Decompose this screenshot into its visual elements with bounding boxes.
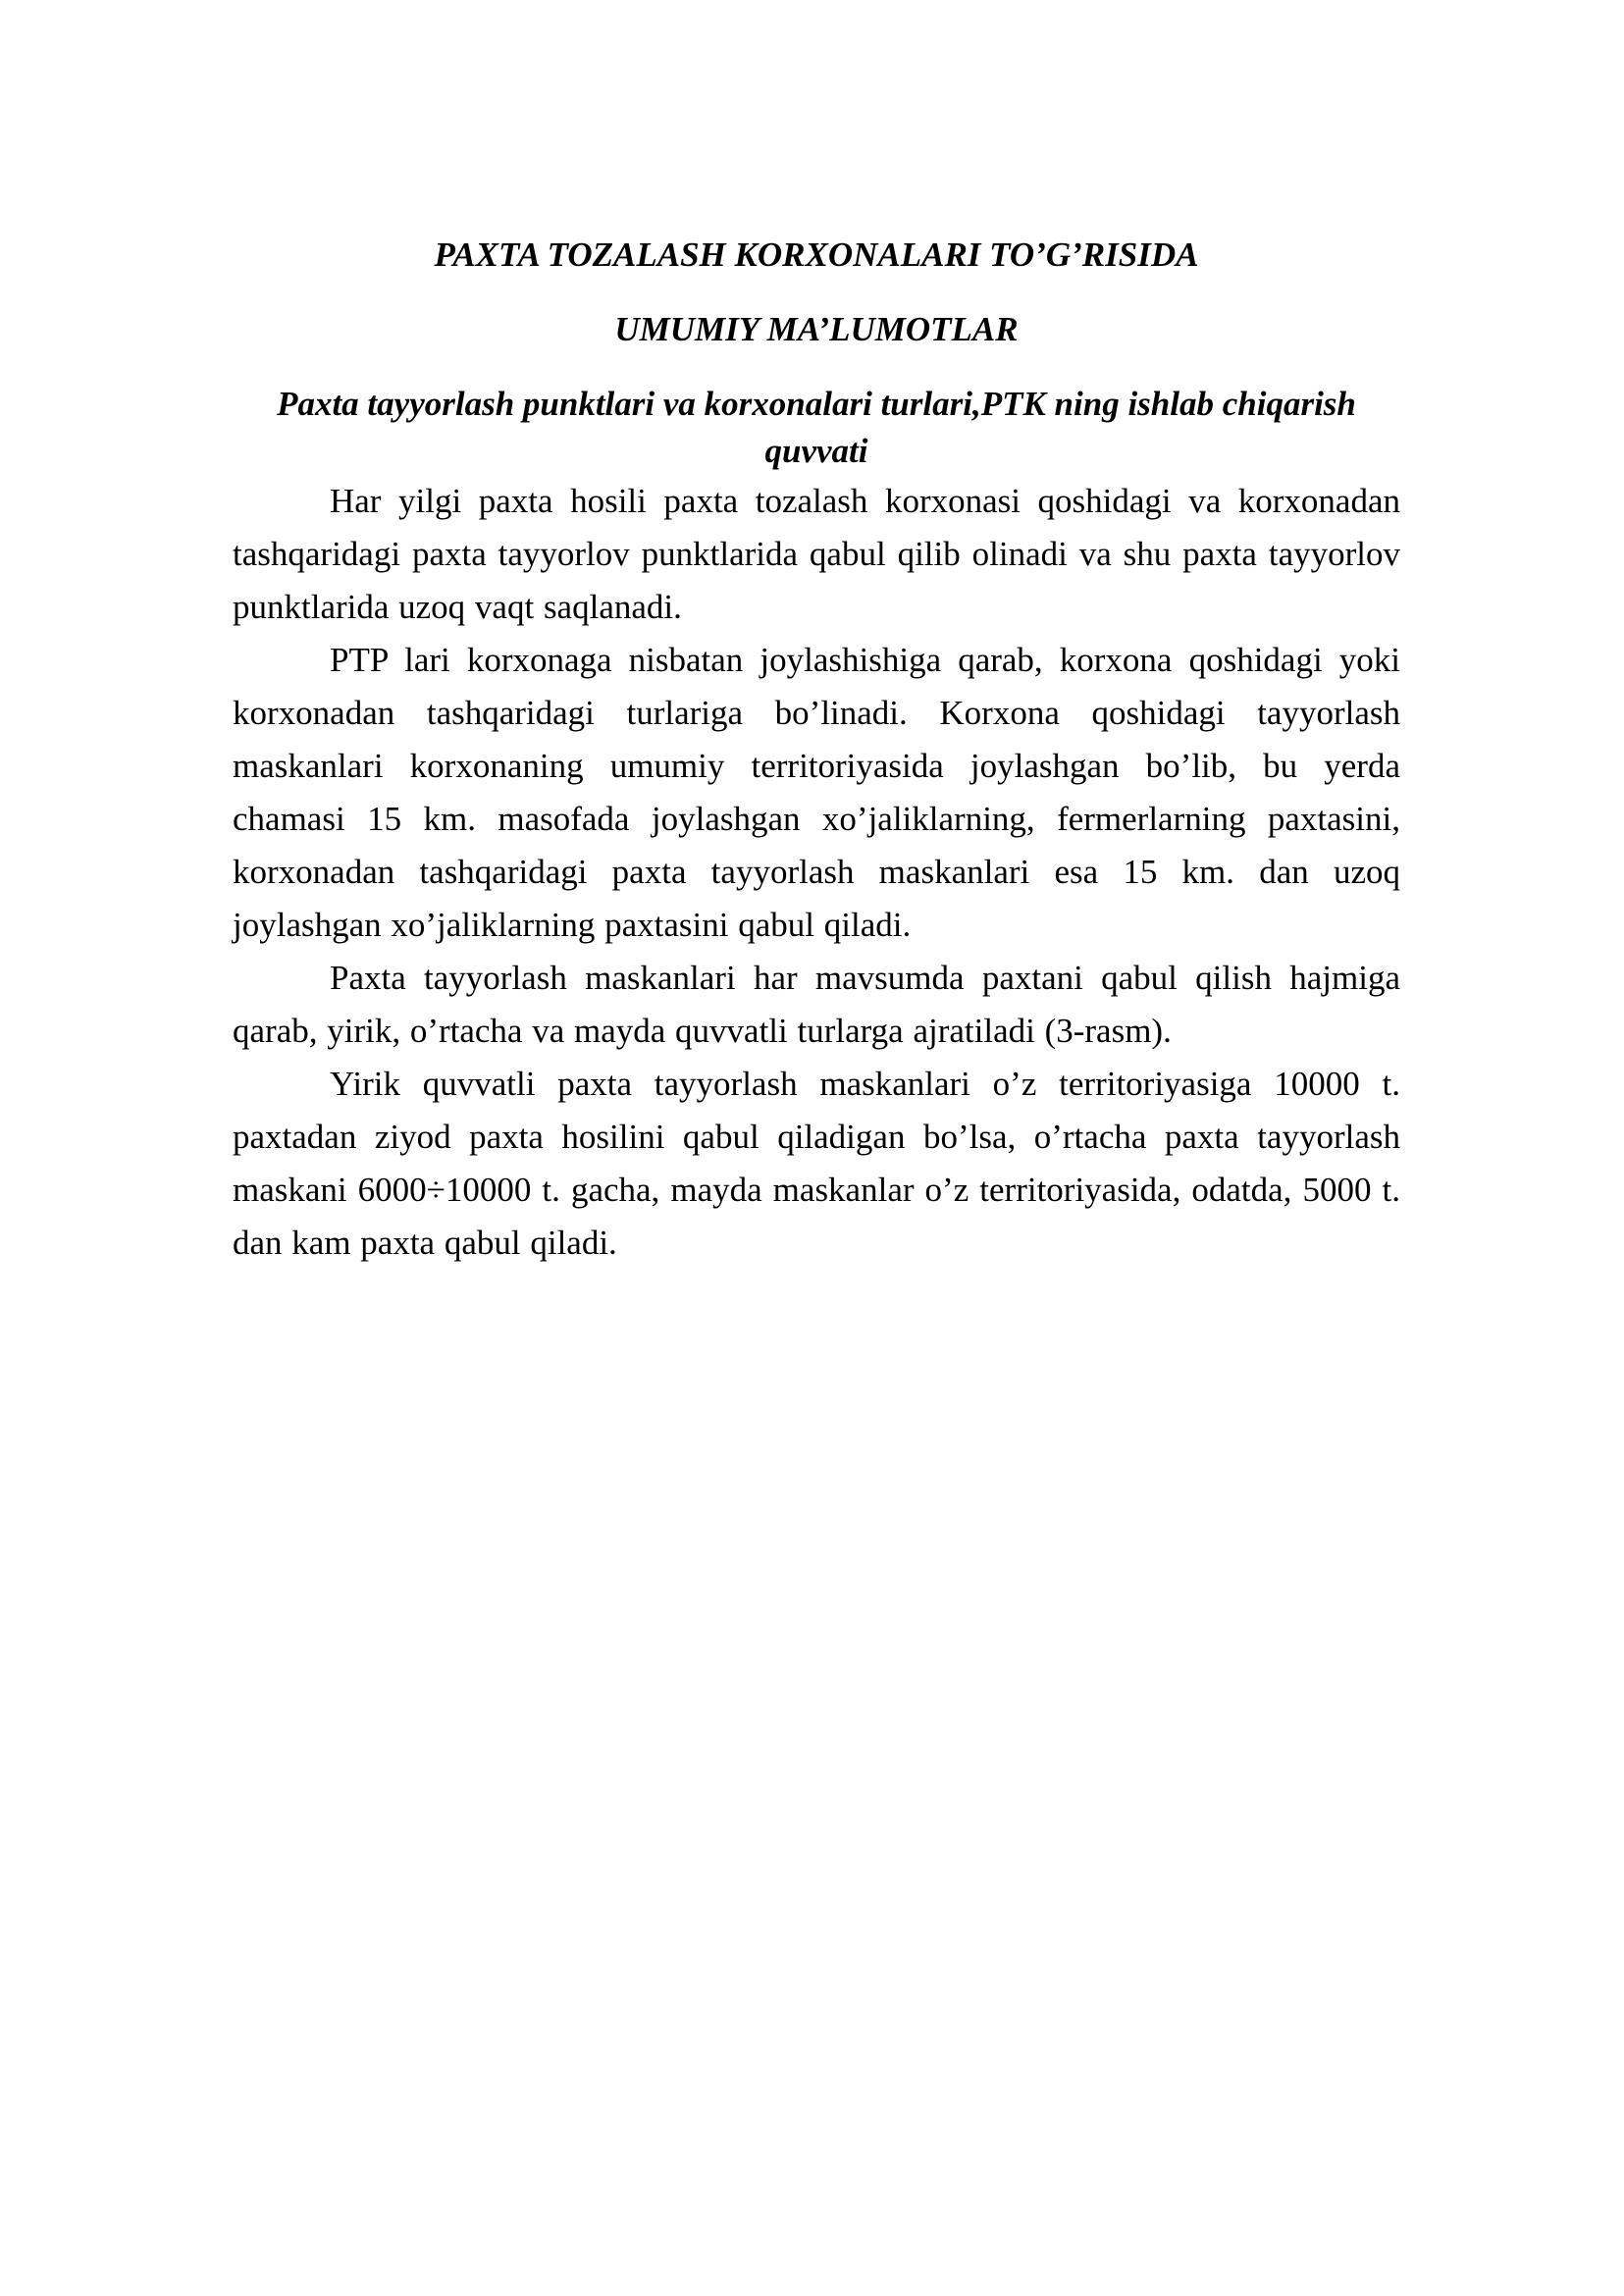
paragraph-1: Har yilgi paxta hosili paxta tozalash korxonasi qoshidagi va korxonadan tashqaridagi paxta tayyorlov punktlarida qabul qilib olinadi va shu paxta tayyorlov punktlarida uzoq vaqt saqlanadi. (233, 482, 1400, 626)
paragraph-4: Yirik quvvatli paxta tayyorlash maskanlari o’z territoriyasiga 10000 t. paxtadan ziyod paxta hosilini qabul qiladigan bo’lsa, o’rtacha paxta tayyorlash maskani 6000÷10000 t. gacha, mayda maskanlar o’z territoriyasida, odatda, 5000 t. dan kam paxta qabul qiladi. (233, 1065, 1400, 1262)
title-line-2: UMUMIY MA’LUMOTLAR (614, 310, 1019, 348)
paragraph-2: PTP lari korxonaga nisbatan joylashishiga qarab, korxona qoshidagi yoki korxonadan tashqaridagi turlariga bo’linadi. Korxona qoshidagi tayyorlash maskanlari korxonaning umumiy territoriyasida joylashgan bo’lib, bu yerda chamasi 15 km. masofada joylashgan xo’jaliklarning, fermerlarning paxtasini, korxonadan tashqaridagi paxta tayyorlash maskanlari esa 15 km. dan uzoq joylashgan xo’jaliklarning paxtasini qabul qiladi. (233, 641, 1400, 944)
section-subtitle: Paxta tayyorlash punktlari va korxonalari turlari,PTK ning ishlab chiqarish quvvati (277, 385, 1356, 470)
document-page (233, 218, 1400, 1270)
title-line-1: PAXTA TOZALASH KORXONALARI TO’G’RISIDA (434, 235, 1199, 274)
paragraph-3: Paxta tayyorlash maskanlari har mavsumda paxtani qabul qilish hajmiga qarab, yirik, o’rtacha va mayda quvvatli turlarga ajratiladi (3-rasm). (233, 959, 1400, 1050)
document-title (233, 218, 1400, 367)
